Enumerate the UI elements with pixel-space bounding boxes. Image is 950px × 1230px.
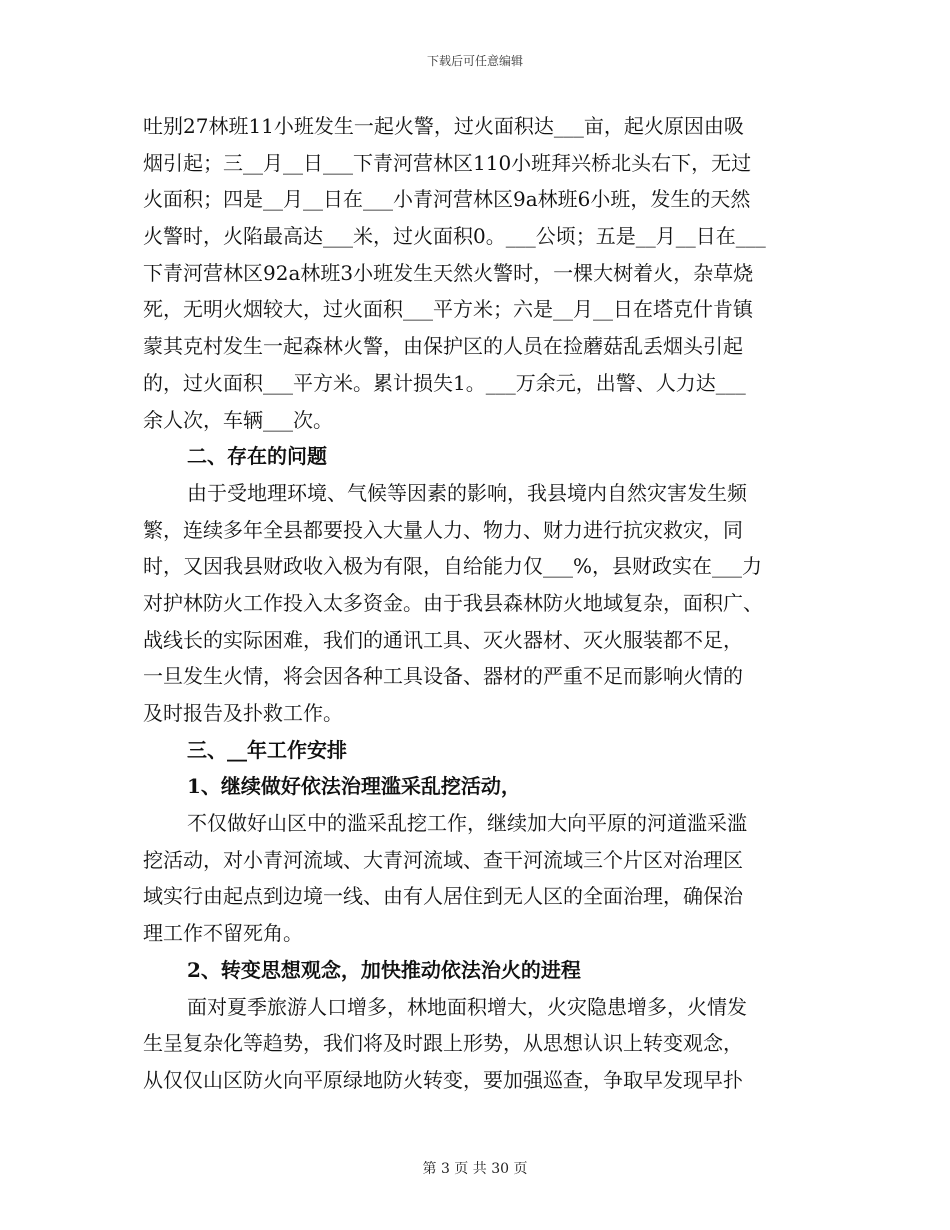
- text-line: 下青河营林区92a林班3小班发生天然火警时，一棵大树着火，杂草烧: [143, 260, 754, 285]
- text-line: 火警时，火陷最高达___米，过火面积0。___公顷；五是__月__日在___: [143, 224, 766, 249]
- text-line: 及时报告及扑救工作。: [143, 701, 343, 725]
- subsection-heading: [143, 768, 815, 805]
- text-line: 时，又因我县财政收入极为有限，自给能力仅___%，县财政实在___力: [143, 554, 763, 579]
- text-line: 对护林防火工作投入太多资金。由于我县森林防火地域复杂，面积广、: [143, 590, 763, 615]
- text-line: 繁，连续多年全县都要投入大量人力、物力、财力进行抗灾救灾，同: [143, 517, 743, 542]
- paragraph: [143, 989, 815, 1099]
- text-line: 1、继续做好依法治理滥采乱挖活动，: [187, 774, 521, 799]
- text-line: 火面积；四是__月__日在___小青河营林区9a林班6小班，发生的天然: [143, 187, 751, 212]
- paragraph: [143, 108, 815, 438]
- text-line: 战线长的实际困难，我们的通讯工具、灭火器材、灭火服装都不足，: [143, 627, 743, 652]
- subsection-heading: [143, 952, 815, 989]
- paragraph: [143, 475, 815, 732]
- section-heading: [143, 438, 815, 475]
- text-line: 2、转变思想观念，加快推动依法治火的进程: [187, 957, 581, 982]
- text-line: 不仅做好山区中的滥采乱挖工作，继续加大向平原的河道滥采滥: [187, 811, 747, 836]
- text-line: 理工作不留死角。: [143, 921, 303, 946]
- text-line: 面对夏季旅游人口增多，林地面积增大，火灾隐患增多，火情发: [187, 994, 747, 1019]
- text-line: 三、__年工作安排: [187, 737, 347, 762]
- text-line: 烟引起；三__月__日___下青河营林区110小班拜兴桥北头右下，无过: [143, 150, 752, 175]
- text-line: 挖活动，对小青河流域、大青河流域、查干河流域三个片区对治理区: [143, 847, 743, 872]
- text-line: 从仅仅山区防火向平原绿地防火转变，要加强巡查，争取早发现早扑: [143, 1067, 743, 1092]
- text-line: 死，无明火烟较大，过火面积___平方米；六是__月__日在塔克什肯镇: [143, 297, 753, 322]
- page-number: 第 3 页 共 30 页: [422, 1161, 528, 1177]
- text-line: 二、存在的问题: [187, 444, 327, 469]
- text-line: 域实行由起点到边境一线、由有人居住到无人区的全面治理，确保治: [143, 884, 743, 909]
- text-line: 一旦发生火情，将会因各种工具设备、器材的严重不足而影响火情的: [143, 664, 743, 689]
- document-body: [143, 108, 815, 1099]
- text-line: 余人次，车辆___次。: [143, 407, 333, 432]
- text-line: 吐别27林班11小班发生一起火警，过火面积达___亩，起火原因由吸: [143, 114, 744, 138]
- text-line: 蒙其克村发生一起森林火警，由保护区的人员在捡蘑菇乱丢烟头引起: [143, 334, 743, 359]
- text-line: 的，过火面积___平方米。累计损失1。___万余元，出警、人力达___: [143, 370, 746, 395]
- paragraph: [143, 805, 815, 952]
- page-header-note: 下载后可任意编辑: [426, 54, 523, 68]
- text-line: 生呈复杂化等趋势，我们将及时跟上形势，从思想认识上转变观念，: [143, 1031, 743, 1056]
- text-line: 由于受地理环境、气候等因素的影响，我县境内自然灾害发生频: [187, 480, 747, 505]
- section-heading: [143, 732, 815, 769]
